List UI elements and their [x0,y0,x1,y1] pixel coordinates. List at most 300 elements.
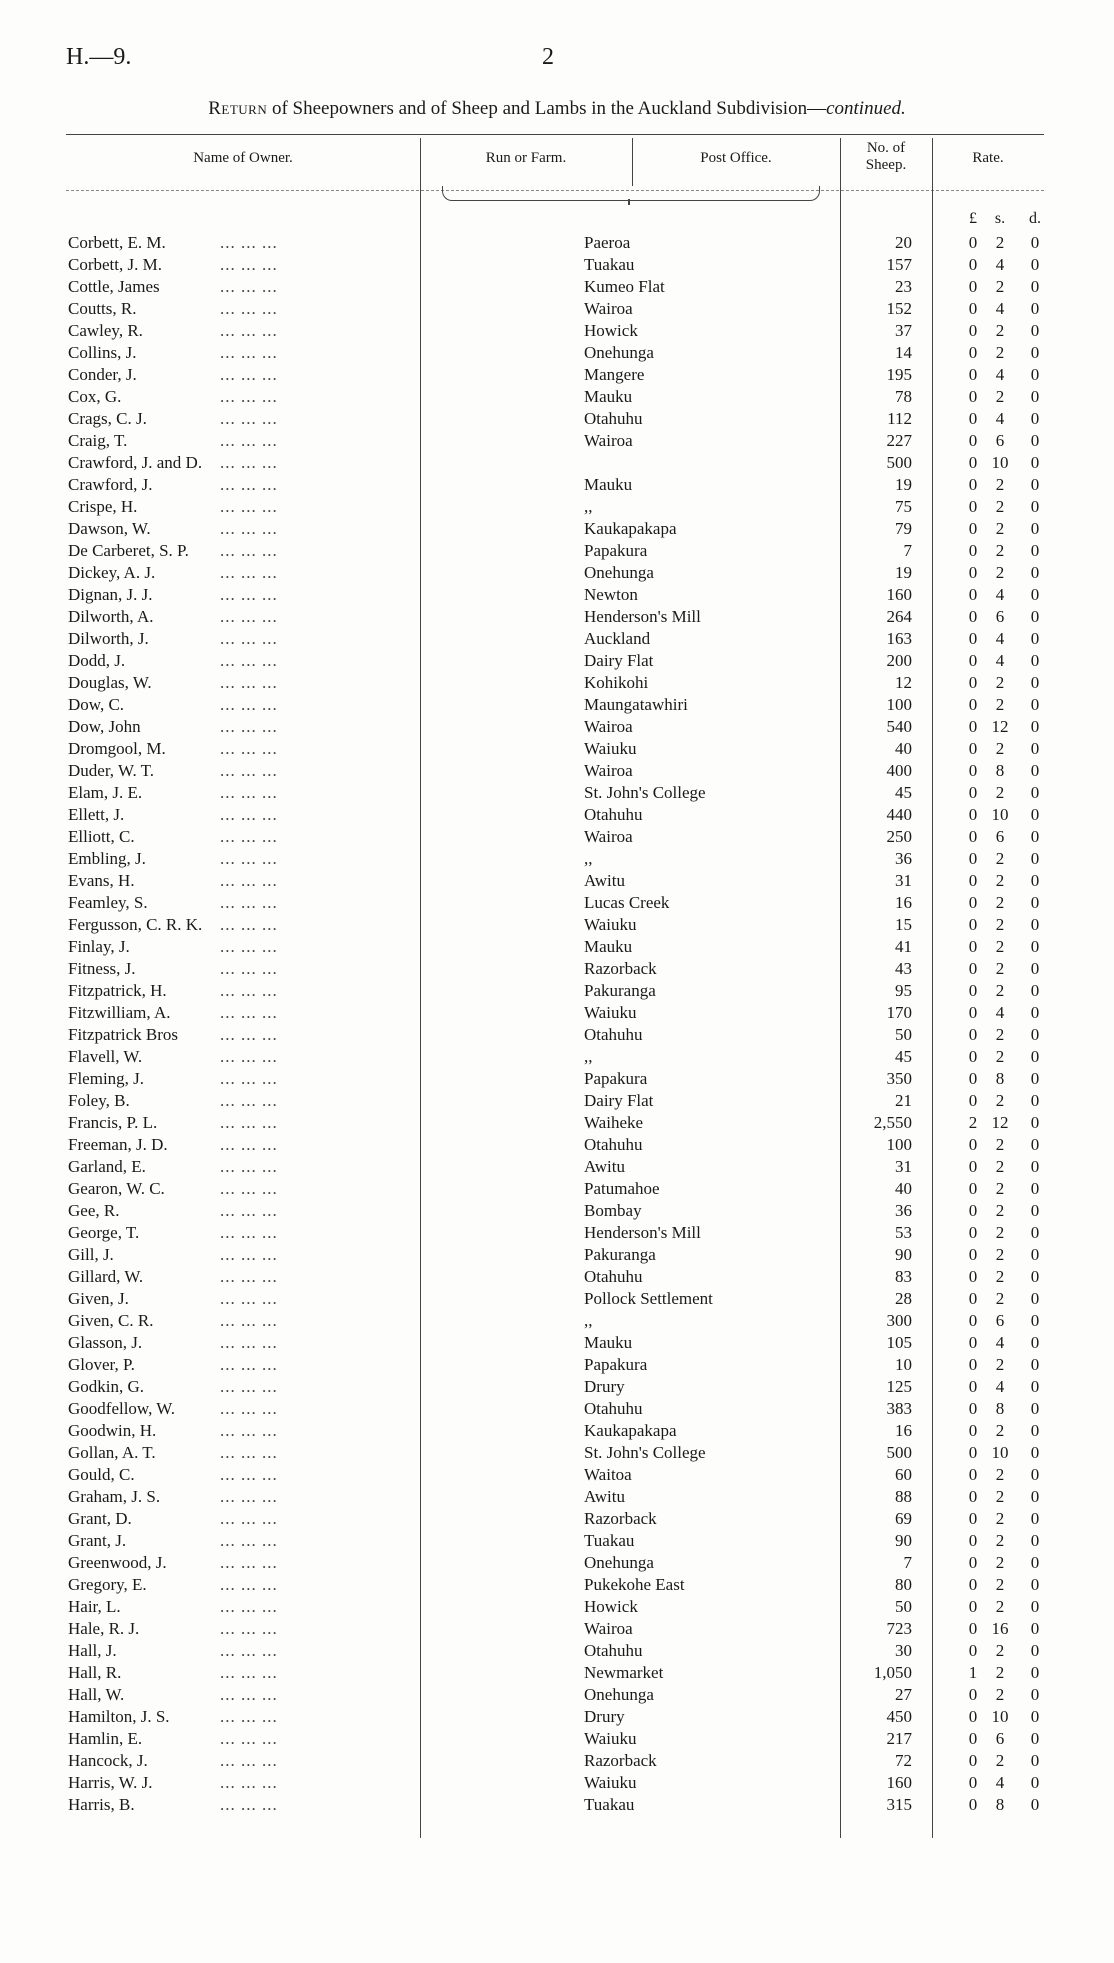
rate-pounds: 0 [968,453,978,472]
rate-shillings: 2 [995,1245,1005,1264]
rate-shillings: 4 [995,1773,1005,1792]
rate-pounds: 0 [968,1531,978,1550]
rate-shillings: 10 [991,453,1009,472]
rate-shillings: 2 [995,981,1005,1000]
rate-pence: 0 [1030,255,1040,274]
table-row [0,1640,1114,1662]
rate-pounds: 0 [968,1399,978,1418]
owner-name: Crags, C. J. [68,409,147,428]
rate-shillings: 2 [995,1641,1005,1660]
table-row [0,716,1114,738]
rate-shillings: 6 [995,1311,1005,1330]
rate-pounds: 0 [968,1619,978,1638]
sheep-count: 200 [886,651,912,670]
rate-pounds: 0 [968,651,978,670]
leader-dots: ... ... ... [220,717,278,736]
post-office: Mauku [584,387,633,406]
rate-pence: 0 [1030,1069,1040,1088]
owner-name: Fitness, J. [68,959,136,978]
sheep-count: 31 [895,871,912,890]
rate-pounds: 0 [968,1575,978,1594]
owner-name: Finlay, J. [68,937,130,956]
post-office: Paeroa [584,233,631,252]
rate-shillings: 2 [995,1289,1005,1308]
table-row [0,1530,1114,1552]
table-row [0,1618,1114,1640]
sheep-count: 37 [895,321,912,340]
rate-pounds: 0 [968,1289,978,1308]
owner-name: Flavell, W. [68,1047,143,1066]
owner-name: Evans, H. [68,871,135,890]
rate-pence: 0 [1030,717,1040,736]
post-office: Waiuku [584,1773,637,1792]
rate-pence: 0 [1030,1025,1040,1044]
rate-pence: 0 [1030,1047,1040,1066]
owner-name: George, T. [68,1223,140,1242]
rate-pence: 0 [1030,629,1040,648]
post-office: Pakuranga [584,981,656,1000]
owner-name: Dilworth, A. [68,607,154,626]
rate-shillings: 8 [995,1795,1005,1814]
rate-shillings: 4 [995,409,1005,428]
post-office: St. John's College [584,783,706,802]
owner-name: Given, J. [68,1289,129,1308]
rate-pounds: 0 [968,1597,978,1616]
rate-pence: 0 [1030,1663,1040,1682]
owner-name: Goodwin, H. [68,1421,157,1440]
owner-name: Cottle, James [68,277,160,296]
rate-pence: 0 [1030,563,1040,582]
table-row [0,342,1114,364]
leader-dots: ... ... ... [220,1333,278,1352]
sheep-count: 19 [895,563,912,582]
post-office: Howick [584,1597,638,1616]
leader-dots: ... ... ... [220,673,278,692]
leader-dots: ... ... ... [220,651,278,670]
owner-name: Garland, E. [68,1157,146,1176]
rate-pence: 0 [1030,409,1040,428]
sheep-count: 16 [895,893,912,912]
rate-pence: 0 [1030,1399,1040,1418]
post-office: Wairoa [584,827,633,846]
rate-pounds: 0 [968,1003,978,1022]
column-header-rate: Rate. [972,150,1004,166]
rate-pence: 0 [1030,233,1040,252]
leader-dots: ... ... ... [220,607,278,626]
post-office: Bombay [584,1201,642,1220]
rate-pence: 0 [1030,1135,1040,1154]
rate-shillings: 8 [995,761,1005,780]
post-office: Otahuhu [584,805,643,824]
rate-shillings: 2 [995,1509,1005,1528]
table-row [0,1508,1114,1530]
pence-unit: d. [1029,210,1041,227]
rate-pence: 0 [1030,1113,1040,1132]
rate-pence: 0 [1030,1091,1040,1110]
leader-dots: ... ... ... [220,563,278,582]
sheep-count: 105 [886,1333,912,1352]
rate-pounds: 0 [968,497,978,516]
rate-pounds: 0 [968,1443,978,1462]
rate-pounds: 0 [968,1729,978,1748]
rate-shillings: 2 [995,1091,1005,1110]
owner-name: Gregory, E. [68,1575,147,1594]
post-office: Awitu [584,871,625,890]
owner-name: Duder, W. T. [68,761,155,780]
leader-dots: ... ... ... [220,1509,278,1528]
owner-name: Hamlin, E. [68,1729,143,1748]
rate-pounds: 0 [968,1553,978,1572]
rate-pence: 0 [1030,1487,1040,1506]
table-row [0,606,1114,628]
rate-pence: 0 [1030,1707,1040,1726]
rate-pounds: 0 [968,871,978,890]
post-office: Newmarket [584,1663,664,1682]
sheep-count: 27 [895,1685,912,1704]
rate-shillings: 2 [995,1663,1005,1682]
rate-pence: 0 [1030,1179,1040,1198]
owner-name: Corbett, E. M. [68,233,166,252]
rate-pence: 0 [1030,1465,1040,1484]
rate-pounds: 0 [968,1245,978,1264]
sheep-count: 50 [895,1597,912,1616]
rate-shillings: 2 [995,959,1005,978]
leader-dots: ... ... ... [220,1641,278,1660]
owner-name: Fergusson, C. R. K. [68,915,203,934]
post-office: Kaukapakapa [584,519,677,538]
table-row [0,1222,1114,1244]
table-row [0,1354,1114,1376]
rate-pence: 0 [1030,1267,1040,1286]
sheep-count: 2,550 [873,1113,912,1132]
post-office: Razorback [584,1509,657,1528]
owner-name: Gearon, W. C. [68,1179,165,1198]
rate-shillings: 2 [995,1223,1005,1242]
leader-dots: ... ... ... [220,1025,278,1044]
post-office: Onehunga [584,343,654,362]
post-office: Wairoa [584,761,633,780]
rate-shillings: 4 [995,1377,1005,1396]
run-post-brace-tip [628,199,630,205]
sheep-count: 1,050 [873,1663,912,1682]
table-row [0,892,1114,914]
owner-name: Hall, R. [68,1663,122,1682]
rate-shillings: 2 [995,937,1005,956]
leader-dots: ... ... ... [220,1421,278,1440]
sheep-count: 250 [886,827,912,846]
rate-pounds: 0 [968,915,978,934]
leader-dots: ... ... ... [220,497,278,516]
post-office: ,, [584,497,593,516]
rate-shillings: 6 [995,431,1005,450]
rate-pence: 0 [1030,651,1040,670]
rate-pounds: 0 [968,1685,978,1704]
leader-dots: ... ... ... [220,409,278,428]
leader-dots: ... ... ... [220,1751,278,1770]
sheep-count: 500 [886,453,912,472]
table-row [0,1772,1114,1794]
rate-shillings: 12 [991,1113,1009,1132]
sheep-count: 90 [895,1531,912,1550]
leader-dots: ... ... ... [220,1795,278,1814]
rate-pounds: 0 [968,299,978,318]
post-office: Pakuranga [584,1245,656,1264]
leader-dots: ... ... ... [220,1267,278,1286]
rate-pence: 0 [1030,1201,1040,1220]
table-row [0,408,1114,430]
post-office: Otahuhu [584,1025,643,1044]
owner-name: Dodd, J. [68,651,126,670]
table-row [0,694,1114,716]
rate-pounds: 0 [968,431,978,450]
rate-pence: 0 [1030,1597,1040,1616]
leader-dots: ... ... ... [220,1311,278,1330]
table-row [0,914,1114,936]
post-office: Otahuhu [584,1641,643,1660]
owner-name: Fitzwilliam, A. [68,1003,171,1022]
sheep-count: 160 [886,1773,912,1792]
rate-pounds: 0 [968,717,978,736]
table-row [0,1090,1114,1112]
rate-shillings: 2 [995,1575,1005,1594]
owner-name: Gould, C. [68,1465,135,1484]
post-office: Papakura [584,1069,648,1088]
rate-pence: 0 [1030,827,1040,846]
table-row [0,936,1114,958]
post-office: Onehunga [584,1685,654,1704]
rate-pence: 0 [1030,915,1040,934]
sheep-count: 12 [895,673,912,692]
rate-pence: 0 [1030,1685,1040,1704]
leader-dots: ... ... ... [220,981,278,1000]
rate-shillings: 2 [995,321,1005,340]
leader-dots: ... ... ... [220,1487,278,1506]
leader-dots: ... ... ... [220,849,278,868]
leader-dots: ... ... ... [220,1465,278,1484]
post-office: Kaukapakapa [584,1421,677,1440]
rate-pence: 0 [1030,431,1040,450]
owner-name: Hall, W. [68,1685,125,1704]
rate-pence: 0 [1030,343,1040,362]
rate-pence: 0 [1030,299,1040,318]
page-reference: H.—9. [66,44,132,70]
rate-pence: 0 [1030,783,1040,802]
sheep-count: 31 [895,1157,912,1176]
post-office: Mangere [584,365,645,384]
sheep-count: 15 [895,915,912,934]
leader-dots: ... ... ... [220,1729,278,1748]
rate-shillings: 2 [995,893,1005,912]
owner-name: Dilworth, J. [68,629,149,648]
rate-shillings: 2 [995,1597,1005,1616]
leader-dots: ... ... ... [220,871,278,890]
rate-shillings: 2 [995,497,1005,516]
rate-pence: 0 [1030,1289,1040,1308]
table-row [0,540,1114,562]
post-office: Waiuku [584,1003,637,1022]
rate-pence: 0 [1030,321,1040,340]
leader-dots: ... ... ... [220,233,278,252]
leader-dots: ... ... ... [220,1047,278,1066]
leader-dots: ... ... ... [220,277,278,296]
rate-pounds: 0 [968,1751,978,1770]
post-office: Wairoa [584,299,633,318]
owner-name: Crawford, J. and D. [68,453,203,472]
leader-dots: ... ... ... [220,915,278,934]
post-office: Tuakau [584,255,635,274]
rate-shillings: 2 [995,1553,1005,1572]
leader-dots: ... ... ... [220,321,278,340]
rate-pounds: 0 [968,673,978,692]
sheep-count: 100 [886,695,912,714]
owner-name: Craig, T. [68,431,128,450]
rate-pence: 0 [1030,959,1040,978]
table-row [0,1112,1114,1134]
rate-shillings: 12 [991,717,1009,736]
sheep-count: 450 [886,1707,912,1726]
table-row [0,1552,1114,1574]
owner-name: Conder, J. [68,365,137,384]
sheep-count: 160 [886,585,912,604]
sheep-count: 300 [886,1311,912,1330]
rate-pounds: 0 [968,1179,978,1198]
table-row [0,1002,1114,1024]
rate-shillings: 2 [995,871,1005,890]
owner-name: Cox, G. [68,387,122,406]
owner-name: Freeman, J. D. [68,1135,168,1154]
sheep-count: 540 [886,717,912,736]
column-header-sheep-line2: Sheep. [865,157,907,173]
leader-dots: ... ... ... [220,1377,278,1396]
rate-shillings: 2 [995,343,1005,362]
sheep-count: 315 [886,1795,912,1814]
rate-pence: 0 [1030,893,1040,912]
rate-shillings: 2 [995,739,1005,758]
rate-pounds: 0 [968,1355,978,1374]
column-header-sheep-line1: No. of [866,140,906,156]
leader-dots: ... ... ... [220,1179,278,1198]
rate-shillings: 2 [995,1025,1005,1044]
sheep-count: 80 [895,1575,912,1594]
rate-shillings: 2 [995,563,1005,582]
owner-name: Fleming, J. [68,1069,145,1088]
table-row [0,1156,1114,1178]
rate-pounds: 0 [968,233,978,252]
owner-name: Fitzpatrick, H. [68,981,167,1000]
post-office: Kohikohi [584,673,649,692]
sheep-count: 41 [895,937,912,956]
post-office: Tuakau [584,1795,635,1814]
rate-pence: 0 [1030,1443,1040,1462]
leader-dots: ... ... ... [220,1091,278,1110]
table-title [0,98,1114,120]
rate-pence: 0 [1030,1157,1040,1176]
rate-pence: 0 [1030,453,1040,472]
rate-pence: 0 [1030,871,1040,890]
table-row [0,980,1114,1002]
post-office: Wairoa [584,431,633,450]
rate-shillings: 4 [995,651,1005,670]
rate-pounds: 0 [968,1773,978,1792]
sheep-count: 125 [886,1377,912,1396]
owner-name: Godkin, G. [68,1377,145,1396]
post-office: Dairy Flat [584,651,654,670]
leader-dots: ... ... ... [220,1399,278,1418]
rate-pence: 0 [1030,1641,1040,1660]
table-row [0,760,1114,782]
owner-name: Francis, P. L. [68,1113,158,1132]
post-office: Mauku [584,475,633,494]
post-office: Lucas Creek [584,893,670,912]
rate-pence: 0 [1030,739,1040,758]
rate-pence: 0 [1030,475,1040,494]
post-office: Awitu [584,1157,625,1176]
shillings-unit: s. [994,210,1006,227]
rate-shillings: 2 [995,1487,1005,1506]
rate-pence: 0 [1030,1509,1040,1528]
owner-name: Gill, J. [68,1245,114,1264]
rate-pounds: 0 [968,1267,978,1286]
rate-shillings: 4 [995,1003,1005,1022]
owner-name: Collins, J. [68,343,137,362]
rate-pounds: 0 [968,607,978,626]
rate-pounds: 0 [968,1157,978,1176]
owner-name: Harris, W. J. [68,1773,153,1792]
sheep-count: 383 [886,1399,912,1418]
post-office: St. John's College [584,1443,706,1462]
sheep-count: 83 [895,1267,912,1286]
column-header-sheep [840,140,932,174]
owner-name: Hamilton, J. S. [68,1707,170,1726]
page-number: 2 [542,44,554,70]
table-row [0,1706,1114,1728]
post-office: Drury [584,1707,625,1726]
rate-pence: 0 [1030,277,1040,296]
rate-shillings: 2 [995,277,1005,296]
leader-dots: ... ... ... [220,1355,278,1374]
owner-name: Corbett, J. M. [68,255,162,274]
rate-pounds: 0 [968,1311,978,1330]
post-office: Waiheke [584,1113,644,1132]
rate-pounds: 0 [968,409,978,428]
table-row [0,650,1114,672]
owner-name: Gollan, A. T. [68,1443,156,1462]
rate-pounds: 0 [968,1069,978,1088]
leader-dots: ... ... ... [220,629,278,648]
sheep-count: 723 [886,1619,912,1638]
rate-pounds: 1 [968,1663,978,1682]
rate-pence: 0 [1030,387,1040,406]
rate-pounds: 0 [968,563,978,582]
table-row [0,848,1114,870]
rate-pounds: 2 [968,1113,978,1132]
rate-pounds: 0 [968,1641,978,1660]
sheep-count: 264 [886,607,912,626]
owner-table-body [0,232,1114,1816]
table-row [0,1244,1114,1266]
sheep-count: 69 [895,1509,912,1528]
table-row [0,298,1114,320]
leader-dots: ... ... ... [220,519,278,538]
table-row [0,1288,1114,1310]
leader-dots: ... ... ... [220,959,278,978]
rate-shillings: 2 [995,849,1005,868]
rate-pounds: 0 [968,959,978,978]
column-header-name: Name of Owner. [193,150,293,166]
owner-name: Feamley, S. [68,893,148,912]
rate-pounds: 0 [968,1707,978,1726]
rate-pence: 0 [1030,1245,1040,1264]
